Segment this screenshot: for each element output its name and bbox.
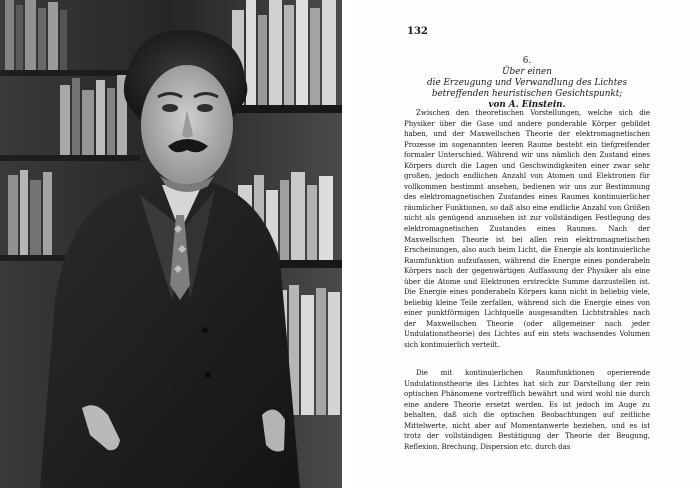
- title-line-1: Über einen: [502, 67, 552, 77]
- body-paragraph-1: Zwischen den theoretischen Vorstellungen, welche sich die Physiker über die Gase und andere ponderable Körper gebildet haben, und der Maxwellschen Theorie der elektromagnetischen Prozesse im sogenannten leeren Raume besteht ein tiefgreifender formaler Unterschied. Während wir uns nämlich den Zustand eines Körpers durch die Lagen und Geschwindigkeiten einer zwar sehr großen, jedoch endlichen Anzahl von Atomen und Elektronen für vollkommen bestimmt ansehen, bedienen wir uns zur Bestimmung des elektromagnetischen Zustandes eines Raumes kontinuierlicher räumlicher Funktionen, so daß also eine endliche Anzahl von Größen nicht als genügend anzusehen ist zur vollständigen Festlegung des elektromagnetischen Zustandes eines Raumes. Nach der Maxwellschen Theorie ist bei allen rein elektromagnetischen Erscheinungen, also auch beim Licht, die Energie als kontinuierliche Raumfunktion aufzufassen, während die Energie eines ponderabeln Körpers nach der gegenwärtigen Auffassung der Physiker als eine über die Atome und Elektronen erstreckte Summe darzustellen ist. Die Energie eines ponderabeln Körpers kann nicht in beliebig viele, beliebig kleine Teile zerfallen, während sich die Energie eines von einer punktförmigen Lichtquelle ausgesandten Lichtstrahles nach der Maxwellschen Theorie (oder allgemeiner nach jeder Undulationstheorie) des Lichtes auf ein stets wachsendes Volumen sich kontinuierlich verteilt.: [404, 108, 650, 350]
- body-paragraph-2: Die mit kontinuierlichen Raumfunktionen operierende Undulationstheorie des Lichtes hat sich zur Darstellung der rein optischen Phänomene vortrefflich bewährt und wird wohl nie durch eine andere Theorie ersetzt werden. Es ist jedoch im Auge zu behalten, daß sich die optischen Beobachtungen auf zeitliche Mittelwerte, nicht aber auf Momentanwerte beziehen, und es ist trotz der vollständigen Bestätigung der Theorie der Beugung, Reflexion, Brechung, Dispersion etc. durch das: [404, 368, 650, 451]
- paper-page: [352, 0, 700, 488]
- portrait-illustration: [0, 0, 342, 488]
- author-line: von A. Einstein.: [488, 100, 566, 110]
- page-number: 132: [407, 26, 428, 37]
- title-line-3: betreffenden heuristischen Gesichtspunkt;: [431, 89, 623, 99]
- title-number: 6.: [522, 56, 532, 66]
- article-title: [402, 56, 652, 111]
- portrait-photo: [0, 0, 342, 488]
- title-line-2: die Erzeugung und Verwandlung des Lichtes: [427, 78, 627, 88]
